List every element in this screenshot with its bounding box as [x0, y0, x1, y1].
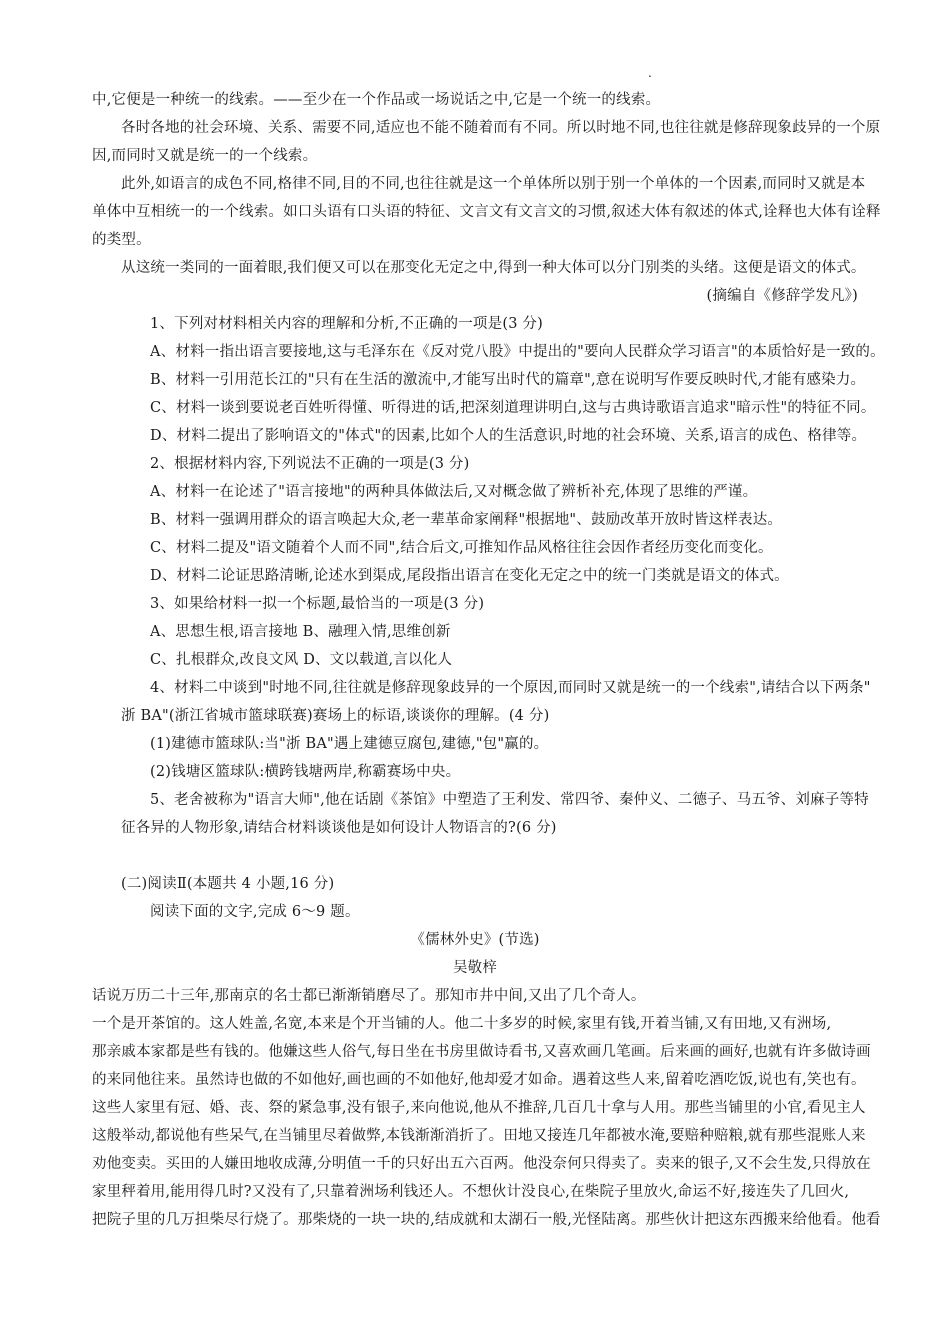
question-5-cont: 征各异的人物形象,请结合材料谈谈他是如何设计人物语言的?(6 分) [121, 820, 557, 836]
passage-line: 这些人家里有冠、婚、丧、祭的紧急事,没有银子,来向他说,他从不推辞,几百几十拿与人用。那些当铺里的小官,看见主人 [92, 1100, 866, 1116]
text-line: 各时各地的社会环境、关系、需要不同,适应也不能不随着而有不同。所以时地不同,也往往就是修辞现象歧异的一个原 [121, 120, 881, 136]
question-4-cont: 浙 BA"(浙江省城市篮球联赛)赛场上的标语,谈谈你的理解。(4 分) [121, 708, 550, 724]
question-3: 3、如果给材料一拟一个标题,最恰当的一项是(3 分) [150, 596, 485, 612]
option-1b: B、材料一引用范长江的"只有在生活的激流中,才能写出时代的篇章",意在说明写作要反映时代,才能有感染力。 [150, 372, 866, 388]
question-5: 5、老舍被称为"语言大师",他在话剧《茶馆》中塑造了王利发、常四爷、秦仲义、二德子、马五爷、刘麻子等特 [150, 792, 869, 808]
question-4: 4、材料二中谈到"时地不同,往往就是修辞现象歧异的一个原因,而同时又就是统一的一个线索",请结合以下两条" [150, 680, 871, 696]
passage-line: 的来同他往来。虽然诗也做的不如他好,画也画的不如他好,他却爱才如命。遇着这些人来,留着吃酒吃饭,说也有,笑也有。 [92, 1072, 866, 1088]
option-3cd: C、扎根群众,改良文风 D、文以载道,言以化人 [150, 652, 453, 668]
passage-line: 家里秤着用,能用得几时?又没有了,只靠着洲场利钱还人。不想伙计没良心,在柴院子里放火,命运不好,接连失了几回火, [92, 1184, 850, 1200]
passage-title: 《儒林外史》(节选) [410, 932, 540, 948]
slogan-2: (2)钱塘区篮球队:横跨钱塘两岸,称霸赛场中央。 [150, 764, 461, 780]
passage-line: 那亲戚本家都是些有钱的。他嫌这些人俗气,每日坐在书房里做诗看书,又喜欢画几笔画。后来画的画好,也就有许多做诗画 [92, 1044, 871, 1060]
passage-line: 劝他变卖。买田的人嫌田地收成薄,分明值一千的只好出五六百两。他没奈何只得卖了。卖来的银子,又不会生发,只得放在 [92, 1156, 871, 1172]
option-1a: A、材料一指出语言要接地,这与毛泽东在《反对党八股》中提出的"要向人民群众学习语言"的本质恰好是一致的。 [150, 344, 885, 360]
passage-author: 吴敬梓 [452, 960, 498, 976]
text-line: 的类型。 [92, 232, 151, 248]
option-1c: C、材料一谈到要说老百姓听得懂、听得进的话,把深刻道理讲明白,这与古典诗歌语言追求"暗示性"的特征不同。 [150, 400, 876, 416]
passage-line: 一个是开茶馆的。这人姓盖,名宽,本来是个开当铺的人。他二十多岁的时候,家里有钱,开着当铺,又有田地,又有洲场, [92, 1016, 832, 1032]
passage-line: 这般举动,都说他有些呆气,在当铺里尽着做弊,本钱渐渐消折了。田地又接连几年都被水淹,要赔种赔粮,就有那些混账人来 [92, 1128, 866, 1144]
text-line: 单体中互相统一的一个线索。如口头语有口头语的特征、文言文有文言文的习惯,叙述大体有叙述的体式,诠释也大体有诠释 [92, 204, 881, 220]
slogan-1: (1)建德市篮球队:当"浙 BA"遇上建德豆腐包,建德,"包"赢的。 [150, 736, 549, 752]
top-mark: . [648, 66, 652, 80]
passage-line: 把院子里的几万担柴尽行烧了。那柴烧的一块一块的,结成就和太湖石一般,光怪陆离。那些伙计把这东西搬来给他看。他看 [92, 1212, 881, 1228]
option-2c: C、材料二提及"语文随着个人而不同",结合后文,可推知作品风格往往会因作者经历变化而变化。 [150, 540, 773, 556]
text-line: 因,而同时又就是统一的一个线索。 [92, 148, 318, 164]
option-3ab: A、思想生根,语言接地 B、融理入情,思维创新 [150, 624, 451, 640]
text-line: 此外,如语言的成色不同,格律不同,目的不同,也往往就是这一个单体所以别于别一个单体的一个因素,而同时又就是本 [121, 176, 866, 192]
passage-line: 话说万历二十三年,那南京的名士都已渐渐销磨尽了。那知市井中间,又出了几个奇人。 [92, 988, 646, 1004]
question-1: 1、下列对材料相关内容的理解和分析,不正确的一项是(3 分) [150, 316, 543, 332]
option-2a: A、材料一在论述了"语言接地"的两种具体做法后,又对概念做了辨析补充,体现了思维的严谨。 [150, 484, 758, 500]
option-2b: B、材料一强调用群众的语言唤起大众,老一辈革命家阐释"根据地"、鼓励改革开放时皆这样表达。 [150, 512, 783, 528]
text-line: 中,它便是一种统一的线索。——至少在一个作品或一场说话之中,它是一个统一的线索。 [92, 92, 661, 108]
option-1d: D、材料二提出了影响语文的"体式"的因素,比如个人的生活意识,时地的社会环境、关系,语言的成色、格律等。 [150, 428, 867, 444]
instructions: 阅读下面的文字,完成 6～9 题。 [150, 904, 360, 920]
source-citation: (摘编自《修辞学发凡》) [706, 288, 858, 304]
option-2d: D、材料二论证思路清晰,论述水到渠成,尾段指出语言在变化无定之中的统一门类就是语文的体式。 [150, 568, 789, 584]
question-2: 2、根据材料内容,下列说法不正确的一项是(3 分) [150, 456, 470, 472]
text-line: 从这统一类同的一面着眼,我们便又可以在那变化无定之中,得到一种大体可以分门别类的头绪。这便是语文的体式。 [121, 260, 866, 276]
section-heading: (二)阅读Ⅱ(本题共 4 小题,16 分) [121, 876, 335, 892]
